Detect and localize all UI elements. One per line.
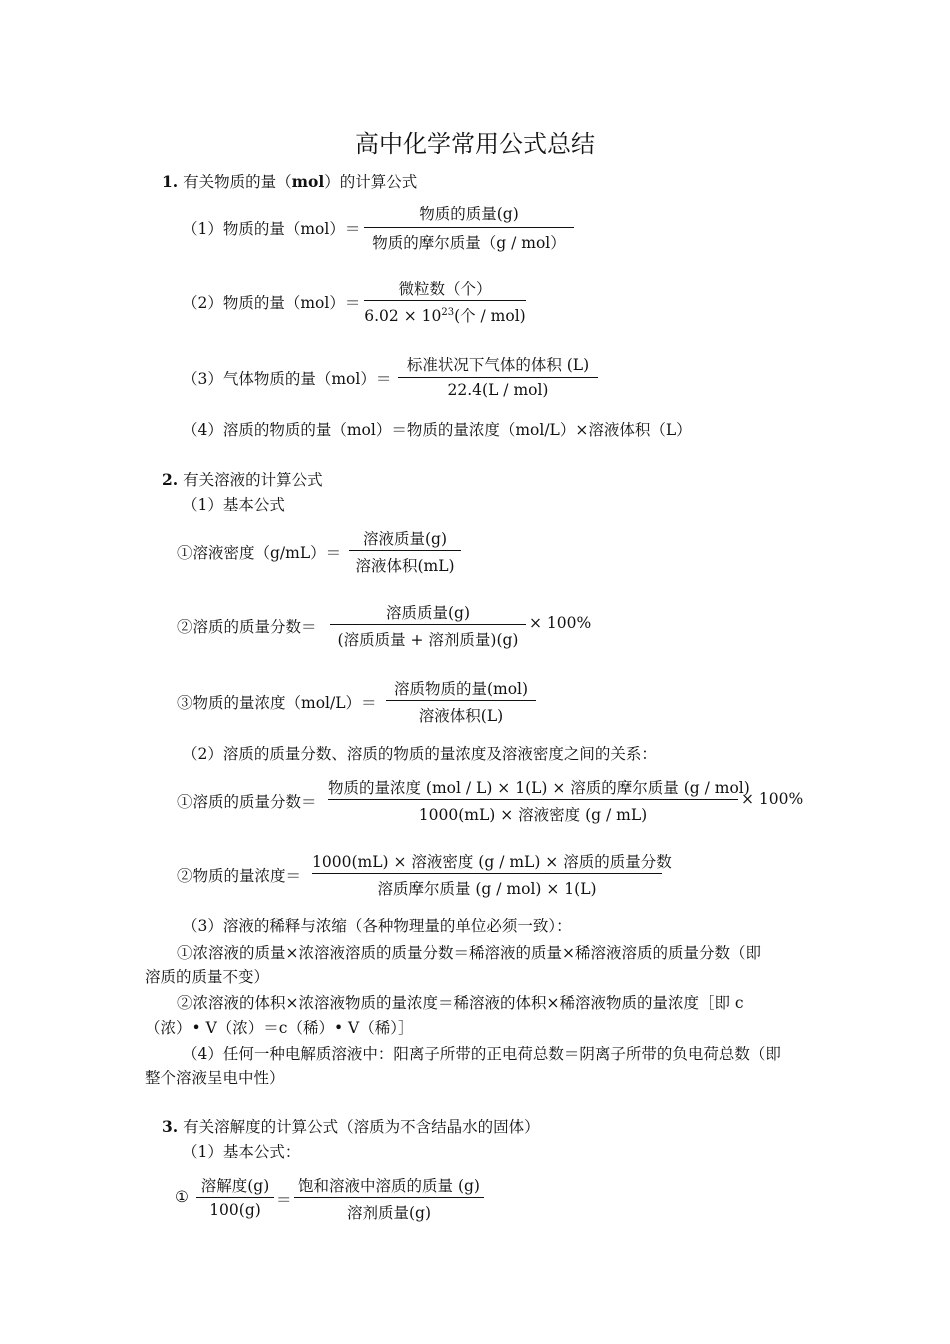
formula-1-2-bar bbox=[364, 300, 526, 301]
formula-1-2-fraction bbox=[364, 276, 526, 330]
formula-1-2-lhs: （2）物质的量（mol）＝ bbox=[182, 294, 361, 312]
section-1-title-b: mol bbox=[291, 172, 325, 191]
section-2-heading bbox=[162, 468, 323, 490]
formula-2-b-numerator: 溶质质量(g) bbox=[385, 604, 471, 622]
formula-3-1-prefix: ① bbox=[175, 1188, 189, 1206]
formula-3-1-left-bar bbox=[196, 1197, 274, 1198]
formula-2-d-bar bbox=[328, 799, 738, 800]
formula-2-b-lhs: ②溶质的质量分数＝ bbox=[177, 618, 317, 636]
formula-2-b-fraction bbox=[330, 600, 526, 652]
section-3-title: 有关溶解度的计算公式（溶质为不含结晶水的固体） bbox=[183, 1118, 540, 1136]
formula-1-1-bar bbox=[364, 227, 574, 228]
formula-2-b-rhs: × 100% bbox=[529, 614, 592, 632]
formula-1-2-den-exponent: 23 bbox=[441, 306, 455, 318]
formula-2-c-bar bbox=[386, 700, 536, 701]
section-2-title: 有关溶液的计算公式 bbox=[183, 471, 323, 489]
paragraph-electroneutral-line-2: 整个溶液呈电中性） bbox=[145, 1069, 285, 1087]
section-1-number: 1. bbox=[162, 172, 179, 191]
paragraph-dilution-2-line-1: ②浓溶液的体积×浓溶液物质的量浓度＝稀溶液的体积×稀溶液物质的量浓度［即 c bbox=[177, 994, 744, 1012]
paragraph-dilution-1-line-2: 溶质的质量不变） bbox=[145, 968, 270, 986]
section-1-heading bbox=[162, 170, 417, 192]
formula-1-1-denominator: 物质的摩尔质量（g / mol） bbox=[372, 234, 566, 252]
formula-2-c-lhs: ③物质的量浓度（mol/L）＝ bbox=[177, 694, 377, 712]
formula-2-e-bar bbox=[312, 873, 662, 874]
formula-3-1-equals: ＝ bbox=[276, 1191, 292, 1209]
formula-2-d-rhs: × 100% bbox=[741, 790, 804, 808]
formula-1-3-fraction bbox=[398, 351, 598, 403]
formula-3-1-fraction-right bbox=[294, 1173, 484, 1225]
formula-2-c-denominator: 溶液体积(L) bbox=[418, 707, 504, 725]
formula-3-1-right-denominator: 溶剂质量(g) bbox=[346, 1204, 432, 1222]
formula-2-d-denominator: 1000(mL) × 溶液密度 (g / mL) bbox=[418, 806, 648, 824]
formula-1-3-denominator: 22.4(L / mol) bbox=[447, 381, 549, 399]
formula-3-1-left-numerator: 溶解度(g) bbox=[200, 1177, 270, 1195]
formula-1-3-bar bbox=[398, 377, 598, 378]
formula-2-a-numerator: 溶液质量(g) bbox=[362, 530, 448, 548]
formula-3-1-left-denominator: 100(g) bbox=[209, 1201, 261, 1219]
formula-2-a-fraction bbox=[349, 526, 461, 578]
paragraph-dilution-1-line-1: ①浓溶液的质量×浓溶液溶质的质量分数＝稀溶液的质量×稀溶液溶质的质量分数（即 bbox=[177, 944, 761, 962]
formula-1-1-fraction bbox=[364, 200, 574, 252]
formula-2-b-denominator: (溶质质量 + 溶剂质量)(g) bbox=[337, 631, 519, 649]
section-1-title-a: 有关物质的量（ bbox=[183, 173, 292, 191]
formula-2-d-lhs: ①溶质的质量分数＝ bbox=[177, 793, 317, 811]
formula-2-b-bar bbox=[330, 624, 526, 625]
section-3-sub-1: （1）基本公式： bbox=[182, 1143, 301, 1161]
formula-2-e-fraction bbox=[312, 849, 672, 901]
section-1-title-c: ）的计算公式 bbox=[324, 173, 418, 191]
formula-1-1-numerator: 物质的质量(g) bbox=[419, 205, 519, 223]
formula-2-a-bar bbox=[349, 550, 461, 551]
formula-2-d-numerator: 物质的量浓度 (mol / L) × 1(L) × 溶质的摩尔质量 (g / mol) bbox=[328, 779, 750, 797]
section-2-sub-2: （2）溶质的质量分数、溶质的物质的量浓度及溶液密度之间的关系： bbox=[182, 745, 657, 763]
formula-2-c-numerator: 溶质物质的量(mol) bbox=[393, 680, 529, 698]
formula-1-2-den-unit: (个 / mol) bbox=[454, 307, 526, 325]
formula-1-3-numerator: 标准状况下气体的体积 (L) bbox=[406, 356, 590, 374]
formula-1-2-den-base: 6.02 × 10 bbox=[364, 307, 442, 325]
formula-2-a-denominator: 溶液体积(mL) bbox=[355, 557, 455, 575]
formula-2-e-denominator: 溶质摩尔质量 (g / mol) × 1(L) bbox=[377, 880, 597, 898]
section-3-heading bbox=[162, 1115, 540, 1137]
formula-3-1-right-numerator: 饱和溶液中溶质的质量 (g) bbox=[298, 1177, 480, 1195]
paragraph-electroneutral-line-1: （4）任何一种电解质溶液中：阳离子所带的正电荷总数＝阴离子所带的负电荷总数（即 bbox=[182, 1045, 781, 1063]
formula-3-1-fraction-left bbox=[196, 1173, 274, 1225]
formula-2-e-lhs: ②物质的量浓度＝ bbox=[177, 867, 302, 885]
formula-2-d-fraction bbox=[328, 775, 750, 827]
formula-1-2-denominator bbox=[364, 304, 526, 326]
section-2-sub-1: （1）基本公式 bbox=[182, 496, 285, 514]
formula-2-c-fraction bbox=[386, 676, 536, 728]
formula-1-1-lhs: （1）物质的量（mol）＝ bbox=[182, 220, 361, 238]
formula-1-4: （4）溶质的物质的量（mol）＝物质的量浓度（mol/L）×溶液体积（L） bbox=[182, 421, 692, 439]
section-3-number: 3. bbox=[162, 1117, 179, 1136]
formula-1-2-numerator: 微粒数（个） bbox=[398, 280, 492, 298]
formula-2-e-numerator: 1000(mL) × 溶液密度 (g / mL) × 溶质的质量分数 bbox=[312, 853, 672, 871]
section-2-sub-3: （3）溶液的稀释与浓缩（各种物理量的单位必须一致）： bbox=[182, 917, 572, 935]
formula-1-3-lhs: （3）气体物质的量（mol）＝ bbox=[182, 370, 392, 388]
formula-2-a-lhs: ①溶液密度（g/mL）＝ bbox=[177, 544, 342, 562]
section-2-number: 2. bbox=[162, 470, 179, 489]
paragraph-dilution-2-line-2: （浓）• V（浓）＝c（稀）• V（稀）］ bbox=[145, 1019, 414, 1037]
page-title: 高中化学常用公式总结 bbox=[355, 130, 595, 158]
formula-3-1-right-bar bbox=[294, 1197, 484, 1198]
